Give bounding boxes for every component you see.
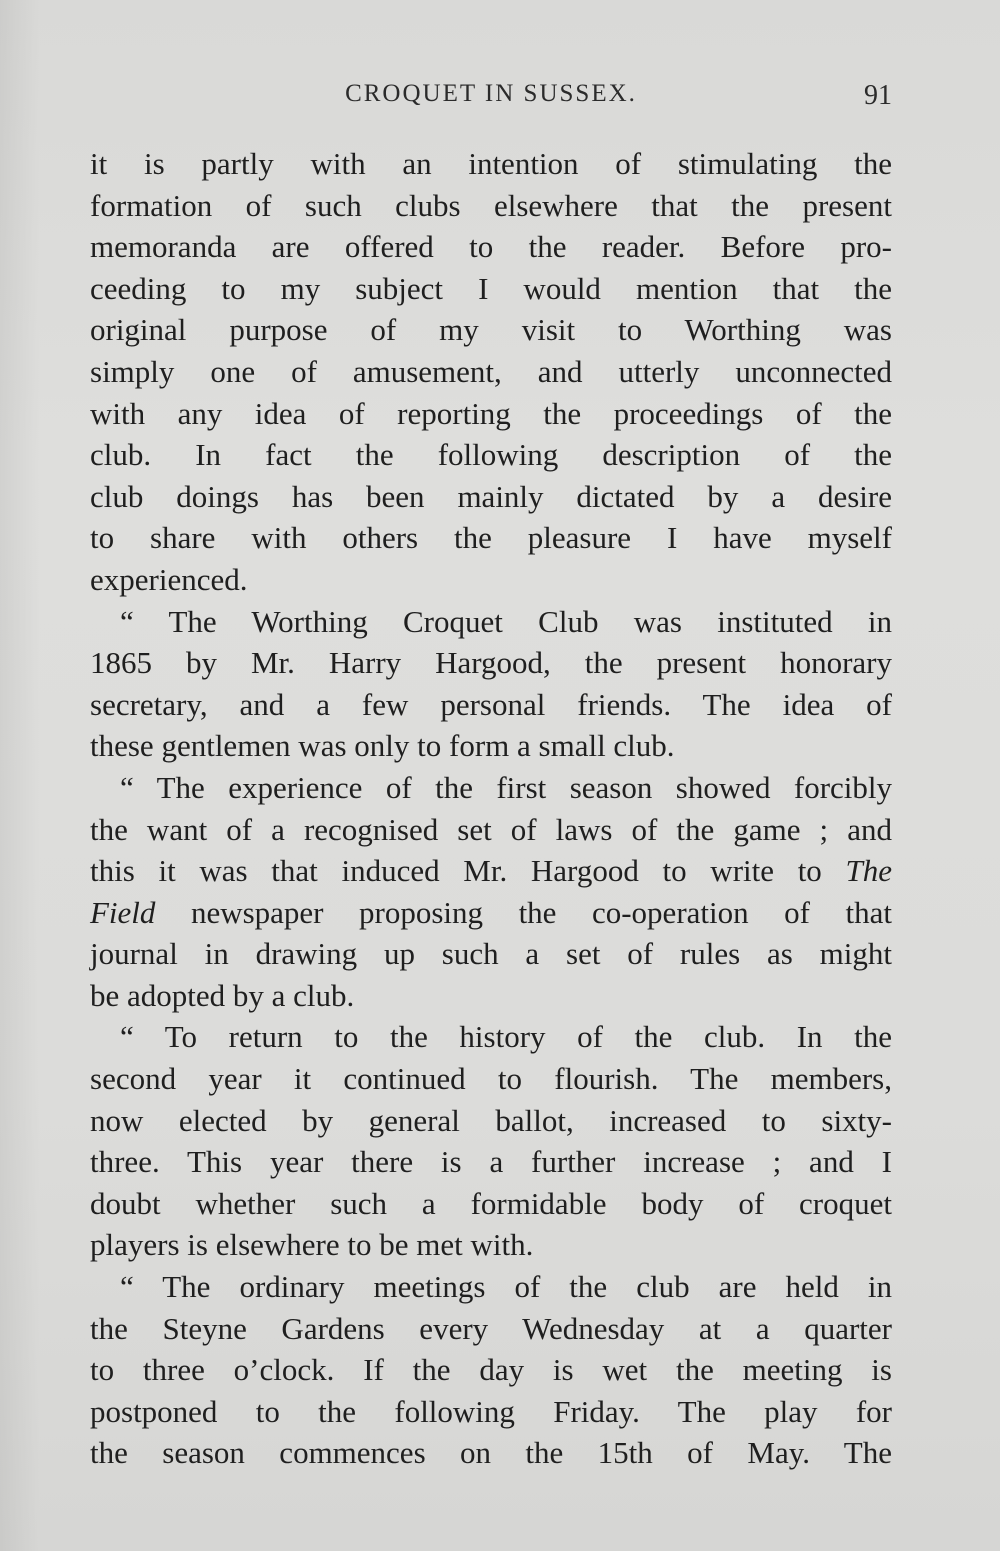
text-line bbox=[90, 351, 892, 393]
text-line bbox=[90, 268, 892, 310]
running-head bbox=[90, 80, 892, 120]
line-text: to share with others the pleasure I have myself bbox=[90, 520, 892, 556]
line-text: three. This year there is a further increase ; and I bbox=[90, 1144, 892, 1180]
text-line bbox=[90, 725, 892, 767]
page-number: 91 bbox=[864, 80, 892, 111]
line-text: club doings has been mainly dictated by a desire bbox=[90, 478, 892, 514]
line-text: the Steyne Gardens every Wednesday at a quarter bbox=[90, 1310, 892, 1346]
text-line bbox=[90, 1266, 892, 1308]
line-text: players is elsewhere to be met with. bbox=[90, 1227, 534, 1263]
italic-text: Field bbox=[90, 894, 156, 930]
line-text: journal in drawing up such a set of rules as might bbox=[90, 936, 892, 972]
text-line bbox=[90, 517, 892, 559]
text-line bbox=[90, 850, 892, 892]
text-line bbox=[90, 601, 892, 643]
text-line bbox=[90, 1016, 892, 1058]
line-text: the want of a recognised set of laws of the game ; and bbox=[90, 811, 892, 847]
text-line bbox=[90, 185, 892, 227]
text-line bbox=[90, 226, 892, 268]
line-text: newspaper proposing the co-operation of that bbox=[190, 894, 892, 930]
line-text: doubt whether such a formidable body of croquet bbox=[90, 1185, 892, 1221]
line-text: “ The Worthing Croquet Club was instituted in bbox=[120, 603, 892, 639]
line-text: this it was that induced Mr. Hargood to write to bbox=[90, 853, 822, 889]
text-line bbox=[90, 642, 892, 684]
running-title: CROQUET IN SUSSEX. bbox=[345, 80, 637, 107]
line-text: 1865 by Mr. Harry Hargood, the present honorary bbox=[90, 645, 892, 681]
line-text: postponed to the following Friday. The play for bbox=[90, 1393, 892, 1429]
text-line bbox=[90, 975, 892, 1017]
line-text: these gentlemen was only to form a small club. bbox=[90, 728, 675, 764]
line-text: “ The experience of the first season showed forcibly bbox=[120, 769, 892, 805]
text-line bbox=[90, 1100, 892, 1142]
line-text: club. In fact the following description of the bbox=[90, 437, 892, 473]
line-text: simply one of amusement, and utterly unconnected bbox=[90, 353, 892, 389]
text-line bbox=[90, 1432, 892, 1474]
line-text: with any idea of reporting the proceedings of the bbox=[90, 395, 892, 431]
text-line bbox=[90, 476, 892, 518]
text-line bbox=[90, 1349, 892, 1391]
text-line bbox=[90, 933, 892, 975]
line-text: memoranda are offered to the reader. Before pro- bbox=[90, 229, 892, 265]
line-text: second year it continued to flourish. The members, bbox=[90, 1061, 892, 1097]
text-line bbox=[90, 1141, 892, 1183]
line-text: ceeding to my subject I would mention that the bbox=[90, 270, 892, 306]
italic-text: The bbox=[845, 853, 893, 889]
text-line bbox=[90, 393, 892, 435]
line-text: original purpose of my visit to Worthing was bbox=[90, 312, 892, 348]
text-line bbox=[90, 684, 892, 726]
line-text: it is partly with an intention of stimulating the bbox=[90, 146, 892, 181]
text-line bbox=[90, 434, 892, 476]
line-text: “ To return to the history of the club. In the bbox=[120, 1019, 892, 1055]
text-line bbox=[90, 309, 892, 351]
text-line bbox=[90, 559, 892, 601]
line-text: “ The ordinary meetings of the club are held in bbox=[120, 1269, 892, 1305]
text-line bbox=[90, 767, 892, 809]
line-text: to three o’clock. If the day is wet the meeting is bbox=[90, 1352, 892, 1388]
line-text: now elected by general ballot, increased to sixty- bbox=[90, 1102, 892, 1138]
line-text: secretary, and a few personal friends. The idea of bbox=[90, 686, 892, 722]
body-text bbox=[90, 143, 892, 1474]
text-line bbox=[90, 1183, 892, 1225]
text-line bbox=[90, 892, 892, 934]
text-line bbox=[90, 1391, 892, 1433]
line-text: formation of such clubs elsewhere that the present bbox=[90, 187, 892, 223]
text-line bbox=[90, 143, 892, 185]
line-text: the season commences on the 15th of May. The bbox=[90, 1435, 892, 1471]
line-text: be adopted by a club. bbox=[90, 977, 355, 1013]
text-line bbox=[90, 809, 892, 851]
text-line bbox=[90, 1224, 892, 1266]
line-text: experienced. bbox=[90, 561, 248, 597]
text-line bbox=[90, 1308, 892, 1350]
text-line bbox=[90, 1058, 892, 1100]
